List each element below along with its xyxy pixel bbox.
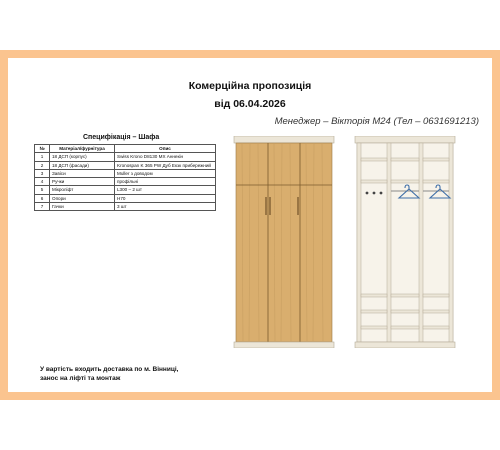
row-description: L300 – 2 шт [115, 186, 216, 194]
document-title: Комерційна пропозиція [188, 80, 312, 92]
row-number: 4 [35, 178, 50, 186]
row-number: 2 [35, 161, 50, 169]
spec-header-number: № [35, 145, 50, 153]
top-panel [234, 136, 334, 143]
wardrobe-closed-drawing [232, 136, 336, 348]
table-row [35, 161, 216, 169]
row-number: 7 [35, 202, 50, 210]
page-border [0, 50, 500, 400]
row-description: профільні [115, 178, 216, 186]
table-row [35, 202, 216, 210]
footer-note [40, 365, 178, 383]
spec-header-description: Опис [115, 145, 216, 153]
spec-title: Специфікація – Шафа [83, 134, 160, 141]
row-material: Опори [50, 194, 115, 202]
spec-table [34, 144, 216, 211]
row-material: Мікроліфт [50, 186, 115, 194]
oak-facade [236, 143, 332, 342]
table-row [35, 194, 216, 202]
table-row [35, 178, 216, 186]
row-description: 3 шт [115, 202, 216, 210]
footer-line-1: У вартість входить доставка по м. Вінниці, [40, 366, 179, 373]
row-description: Н70 [115, 194, 216, 202]
row-description: Muller з доводом [115, 169, 216, 177]
wardrobe-open-drawing [353, 136, 457, 348]
row-description: Swiss Krono D8130 MX Аннекін [115, 153, 216, 161]
row-material: Ручки [50, 178, 115, 186]
document-date: від 06.04.2026 [214, 98, 286, 110]
row-number: 3 [35, 169, 50, 177]
manager-info: Менеджер – Вікторія М24 (Тел – 0631691213) [274, 116, 479, 127]
plinth [355, 342, 455, 348]
document-sheet [8, 58, 492, 392]
table-row [35, 153, 216, 161]
table-row [35, 186, 216, 194]
row-description: Kronospan K 365 PW Дуб Екзк прибережний [115, 161, 216, 169]
row-number: 5 [35, 186, 50, 194]
row-material: Завіси [50, 169, 115, 177]
row-material: Гачки [50, 202, 115, 210]
row-material: 18 ДСП (фасади) [50, 161, 115, 169]
plinth [234, 342, 334, 348]
row-material: 18 ДСП (корпус) [50, 153, 115, 161]
top-panel [355, 136, 455, 143]
footer-line-2: занос на ліфті та монтаж [40, 375, 121, 383]
row-number: 6 [35, 194, 50, 202]
spec-header-row [35, 145, 216, 153]
row-number: 1 [35, 153, 50, 161]
spec-header-material: Матеріал/фурнітура [50, 145, 115, 153]
table-row [35, 169, 216, 177]
